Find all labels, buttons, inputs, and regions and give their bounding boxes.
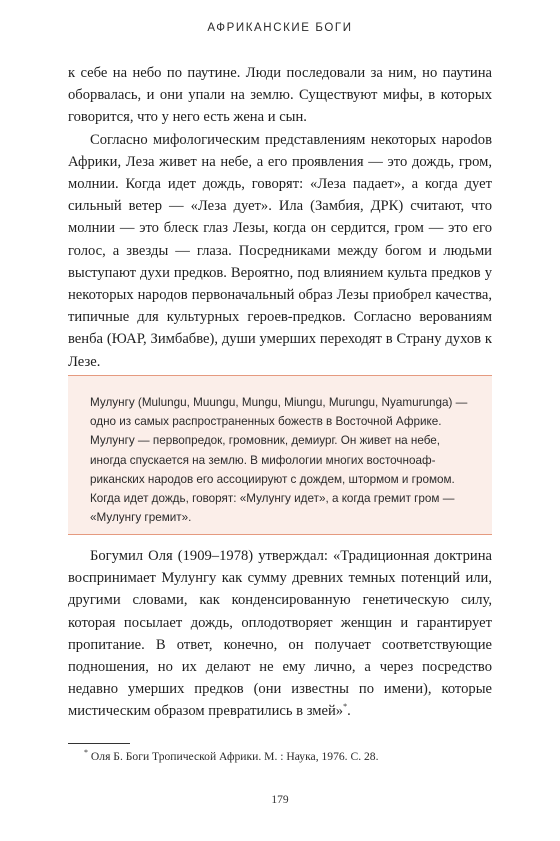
quote-text: Богумил Оля (1909–1978) утверждал: «Традиционная доктрина воспринимает Мулунгу как сумму древних темных потенций или, другими словами, как конденсированную генетическую силу, которая посылает дождь, оплодотворяет женщин и гарантирует пропитание. В ответ, конечно, он получает соответствующие подношения, но их делают не ему лично, а через посредство недавно умерших предков (они известны по имени), которые мистическим образом превратились в змей» (68, 548, 492, 720)
sidebar-text: Мулунгу (Mulungu, Muungu, Mungu, Miungu, Murungu, Nyamurunga) — одно из самых распространенных божеств в Восточной Африке. Мулунгу — первопредок, громовник, демиург. Он живет на небе, иногда спускается на землю. В мифологии многих восточноафриканских народов его ассоциируют с дождем, штормом и громом. Когда идет дождь, говорят: «Мулунгу идет», а когда гремит гром — «Мулунгу гремит». (90, 396, 468, 525)
page-number: 179 (271, 794, 289, 806)
footnote-marker[interactable]: * (343, 702, 348, 712)
footnote (84, 750, 379, 763)
paragraph-ola-quote: Богумил Оля (1909–1978) утверждал: «Традиционная доктрина воспринимает Мулунгу как сумму древних темных потенций или, другими словами, как конденсированную генетическую силу, которая посылает дождь, оплодотворяет женщин и гарантирует пропитание. В ответ, конечно, он получает соответствующие подношения, но их делают не ему лично, а через посредство недавно умерших предков (они известны по имени), которые мистическим образом превратились в змей»*. (68, 548, 492, 720)
main-text-top (68, 62, 492, 373)
paragraph-continuation: к себе на небо по паутине. Люди последовали за ним, но паутина оборвалась, и они упали на землю. Существуют мифы, в которых говорится, что у него есть жена и сын. (68, 65, 492, 126)
main-text-bottom (68, 545, 492, 723)
paragraph-leza: Согласно мифологическим представлениям некоторых нароdов Африки, Леза живет на небе, а его проявления — это дождь, гром, молнии. Когда идет дождь, говорят: «Леза падает», а когда дует сильный ветер — «Леза дует». Ила (Замбия, ДРК) считают, что молнии — это блеск глаз Лезы, когда он сердится, гром — это его голос, а звезды — глаза. Посредниками между богом и людьми выступают духи предков. Вероятно, под влиянием культа предков у некоторых народов первоначальный образ Лезы приобрел качества, типичные для культурных героев-предков. Согласно верованиям венба (ЮАР, Зимбабве), души умерших переходят в Страну духов к Лезе. (68, 131, 492, 370)
footnote-text: Оля Б. Боги Тропической Африки. М. : Наука, 1976. С. 28. (90, 750, 379, 763)
sidebar-box-mulungu (68, 375, 492, 535)
footnote-marker-label: * (84, 748, 88, 758)
running-title: АФРИКАНСКИЕ БОГИ (207, 22, 353, 34)
footnote-divider (68, 743, 130, 744)
